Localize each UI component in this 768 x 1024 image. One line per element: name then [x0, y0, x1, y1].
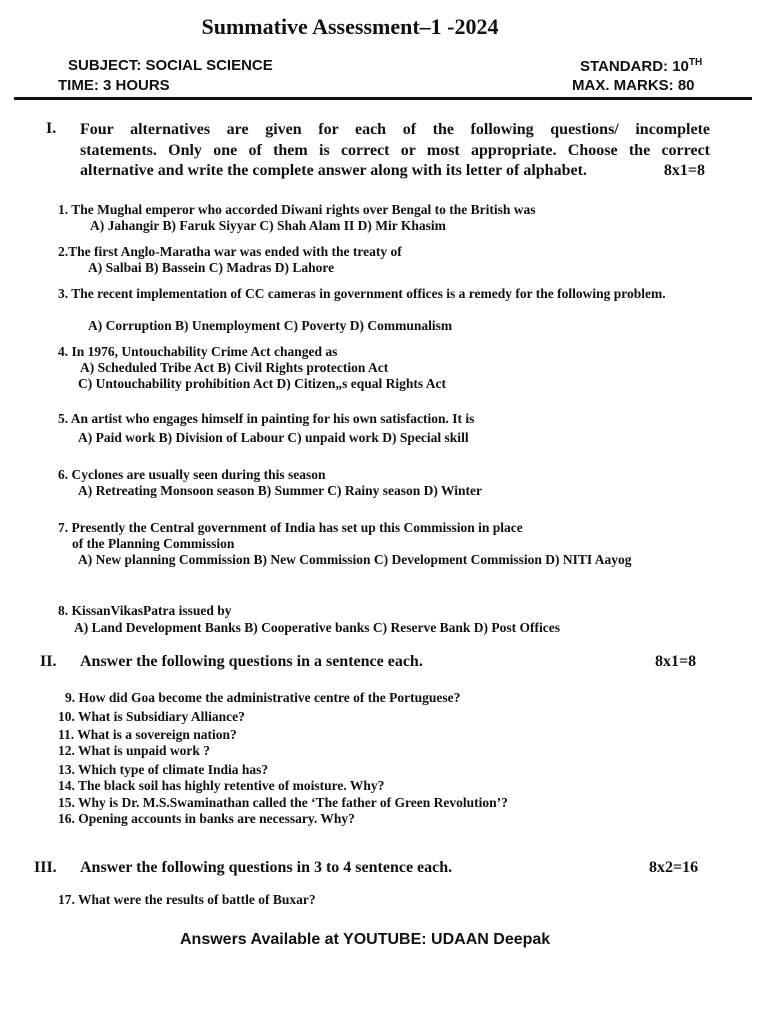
standard-superscript: TH: [688, 57, 703, 68]
question-10: 10. What is Subsidiary Alliance?: [58, 709, 245, 724]
section-2-number: II.: [40, 653, 57, 670]
question-15: 15. Why is Dr. M.S.Swaminathan called the ‘The father of Green Revolution’?: [58, 795, 508, 810]
question-8-options: A) Land Development Banks B) Cooperative banks C) Reserve Bank D) Post Offices: [74, 620, 560, 635]
header-divider: [14, 97, 752, 100]
question-17: 17. What were the results of battle of Buxar?: [58, 892, 316, 907]
question-7: 7. Presently the Central government of India has set up this Commission in place: [58, 520, 523, 535]
question-4-options-line-2: C) Untouchability prohibition Act D) Citizen„s equal Rights Act: [78, 376, 447, 391]
instruction-line-1: Four alternatives are given for each of the following questions/ incomplete: [80, 121, 710, 138]
standard-label: [580, 57, 702, 75]
section-2-heading: Answer the following questions in a sentence each.: [80, 653, 423, 670]
question-4-options-line-1: A) Scheduled Tribe Act B) Civil Rights protection Act: [80, 360, 389, 375]
section-3-number: III.: [34, 859, 57, 876]
question-3: 3. The recent implementation of CC cameras in government offices is a remedy for the following problem.: [58, 286, 666, 301]
instruction-line-3: alternative and write the complete answer along with its letter of alphabet.: [80, 162, 587, 179]
subject-label: SUBJECT: SOCIAL SCIENCE: [68, 57, 273, 74]
question-14: 14. The black soil has highly retentive of moisture. Why?: [58, 778, 385, 793]
footer-note: Answers Available at YOUTUBE: UDAAN Deepak: [180, 931, 551, 948]
section-3-heading: Answer the following questions in 3 to 4 sentence each.: [80, 859, 453, 876]
section-1-instructions: [80, 120, 710, 182]
question-5-options: A) Paid work B) Division of Labour C) unpaid work D) Special skill: [78, 430, 469, 445]
question-2-options: A) Salbai B) Bassein C) Madras D) Lahore: [88, 260, 335, 275]
question-8: 8. KissanVikasPatra issued by: [58, 603, 232, 618]
section-1-number: I.: [46, 120, 57, 137]
question-3-options: A) Corruption B) Unemployment C) Poverty D) Communalism: [88, 318, 453, 333]
section-2-marks: 8x1=8: [655, 653, 697, 670]
instruction-line-2: statements. Only one of them is correct or most appropriate. Choose the correct: [80, 141, 710, 159]
section-1-marks: 8x1=8: [663, 162, 705, 179]
page-title: Summative Assessment–1 -2024: [201, 14, 499, 39]
question-1-options: A) Jahangir B) Faruk Siyyar C) Shah Alam II D) Mir Khasim: [90, 218, 446, 233]
question-12: 12. What is unpaid work ?: [58, 743, 211, 758]
question-1: 1. The Mughal emperor who accorded Diwani rights over Bengal to the British was: [58, 202, 536, 217]
time-label: TIME: 3 HOURS: [58, 77, 170, 94]
question-16: 16. Opening accounts in banks are necessary. Why?: [58, 811, 355, 826]
question-7-options: A) New planning Commission B) New Commission C) Development Commission D) NITI Aayog: [78, 552, 632, 567]
question-9: 9. How did Goa become the administrative centre of the Portuguese?: [65, 690, 461, 705]
question-6: 6. Cyclones are usually seen during this season: [58, 467, 326, 482]
question-7-continued: of the Planning Commission: [72, 536, 235, 551]
section-3-marks: 8x2=16: [649, 859, 699, 876]
question-4: 4. In 1976, Untouchability Crime Act changed as: [58, 344, 338, 359]
question-6-options: A) Retreating Monsoon season B) Summer C) Rainy season D) Winter: [78, 483, 482, 498]
question-5: 5. An artist who engages himself in painting for his own satisfaction. It is: [58, 411, 475, 426]
max-marks-label: MAX. MARKS: 80: [572, 77, 695, 94]
standard-text: STANDARD: 10: [580, 58, 689, 75]
instruction-line-3-row: [80, 161, 710, 182]
question-2: 2.The first Anglo-Maratha war was ended with the treaty of: [58, 244, 402, 259]
question-11: 11. What is a sovereign nation?: [58, 727, 237, 742]
question-13: 13. Which type of climate India has?: [58, 762, 269, 777]
